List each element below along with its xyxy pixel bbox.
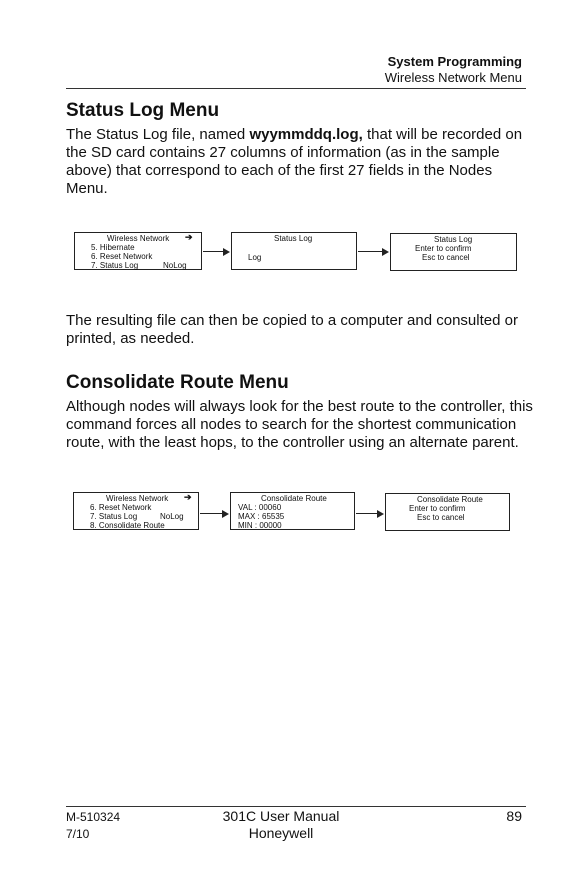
status-log-option: Log: [248, 253, 262, 262]
status-log-paragraph-end: that will be recorded on the SD card contains 27 columns of information (as in the sample above) that correspond to each of the first 27 fields in the Nodes Menu.: [66, 126, 523, 197]
menu-item-status-log: 7. Status Log: [91, 261, 139, 270]
box-title: Status Log: [274, 234, 313, 243]
box-title: Wireless Network: [106, 494, 169, 503]
consolidate-menu-box: [73, 492, 199, 530]
manual-title: 301C User Manual: [222, 808, 340, 824]
menu-item-reset-network: 6. Reset Network: [90, 503, 152, 512]
right-arrow-icon: ➔: [185, 232, 193, 242]
status-log-value: NoLog: [163, 261, 187, 270]
flow-arrow-icon: [203, 246, 230, 256]
min-readout: MIN : 00000: [238, 521, 282, 530]
consolidate-values-box: [230, 492, 355, 530]
menu-item-reset-network: 6. Reset Network: [91, 252, 153, 261]
status-log-heading: Status Log Menu: [66, 100, 220, 121]
confirm-prompt: Enter to confirm: [409, 504, 466, 513]
flow-arrow-icon: [356, 508, 384, 518]
val-readout: VAL : 00060: [238, 503, 282, 512]
status-log-confirm-box: [390, 233, 517, 271]
status-log-screen-box: [231, 232, 357, 270]
flow-arrow-icon: [200, 508, 229, 518]
status-log-paragraph-start: The Status Log file, named: [66, 126, 250, 143]
box-title: Wireless Network: [107, 234, 170, 243]
doc-date: 7/10: [66, 827, 90, 841]
box-title: Consolidate Route: [261, 494, 327, 503]
consolidate-confirm-box: [385, 493, 510, 531]
menu-item-hibernate: 5. Hibernate: [91, 243, 135, 252]
header-divider: [66, 88, 526, 89]
right-arrow-icon: ➔: [184, 492, 192, 502]
status-log-result-paragraph: The resulting file can then be copied to a computer and consulted or printed, as needed.: [66, 312, 518, 347]
box-title: Status Log: [434, 235, 473, 244]
status-log-value: NoLog: [160, 512, 184, 521]
cancel-prompt: Esc to cancel: [422, 253, 470, 262]
box-title: Consolidate Route: [417, 495, 483, 504]
page-number: 89: [506, 808, 522, 824]
menu-item-consolidate-route: 8. Consolidate Route: [90, 521, 165, 530]
menu-item-status-log: 7. Status Log: [90, 512, 138, 521]
company-name: Honeywell: [248, 825, 314, 841]
header-subsection-title: Wireless Network Menu: [384, 70, 522, 85]
footer-divider: [66, 806, 526, 807]
status-log-filename: wyymmddq.log,: [249, 126, 363, 143]
max-readout: MAX : 65535: [238, 512, 285, 521]
status-log-menu-box: [74, 232, 202, 270]
header-section-title: System Programming: [387, 54, 522, 69]
cancel-prompt: Esc to cancel: [417, 513, 465, 522]
consolidate-route-paragraph: Although nodes will always look for the best route to the controller, this command forces all nodes to search for the shortest communication route, with the least hops, to the controller using an alternate parent.: [66, 398, 533, 451]
doc-number: M-510324: [66, 810, 121, 824]
confirm-prompt: Enter to confirm: [415, 244, 472, 253]
flow-arrow-icon: [358, 246, 389, 256]
status-log-paragraph: [66, 126, 536, 198]
consolidate-route-heading: Consolidate Route Menu: [66, 372, 289, 393]
